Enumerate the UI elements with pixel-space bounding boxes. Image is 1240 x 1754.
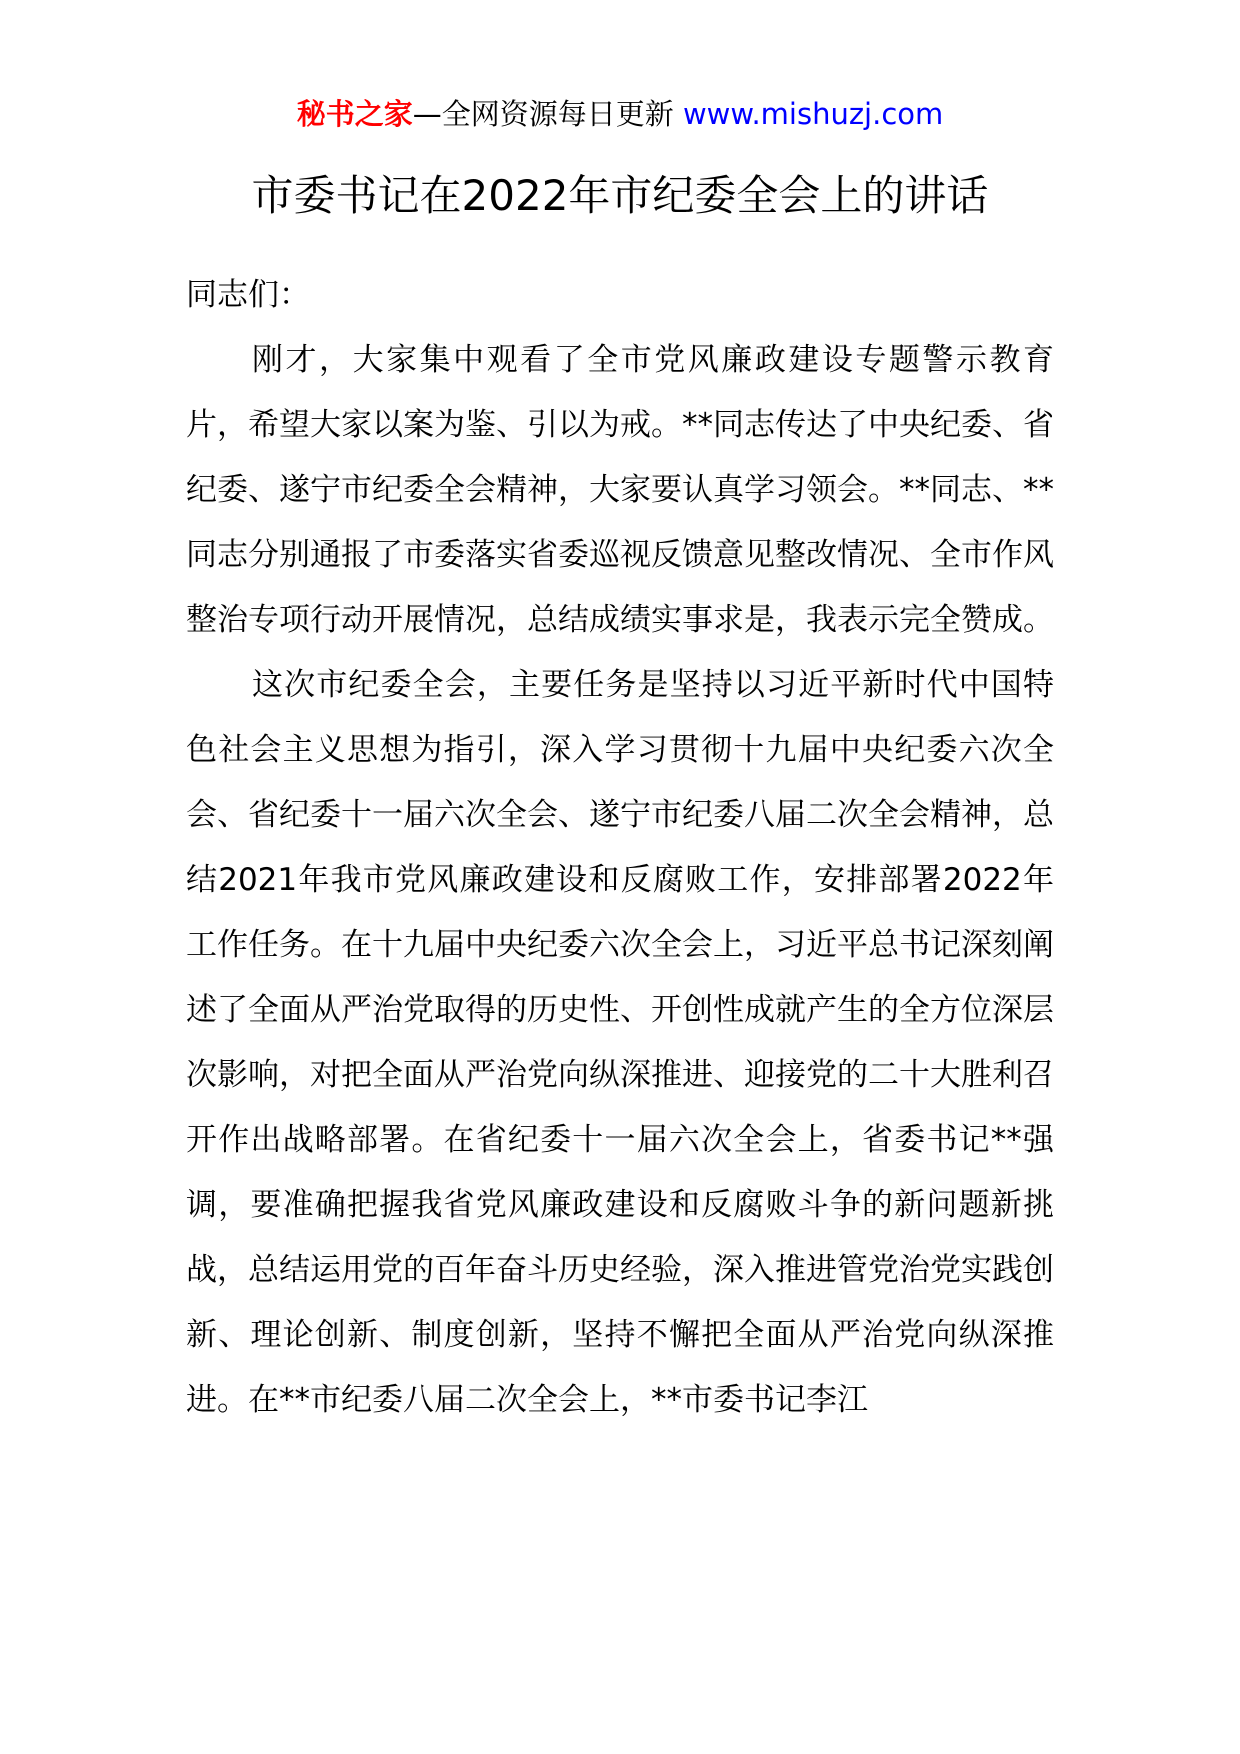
greeting: 同志们： (186, 277, 310, 313)
paragraph: 这次市纪委全会，主要任务是坚持以习近平新时代中国特色社会主义思想为指引，深入学习贯彻十九届中央纪委六次全会、省纪委十一届六次全会、遂宁市纪委八届二次全会精神，总结2021年我市党风廉政建设和反腐败工作，安排部署2022年工作任务。在十九届中央纪委六次全会上，习近平总书记深刻阐述了全面从严治党取得的历史性、开创性成就产生的全方位深层次影响，对把全面从严治党向纵深推进、迎接党的二十大胜利召开作出战略部署。在省纪委十一届六次全会上，省委书记**强调，要准确把握我省党风廉政建设和反腐败斗争的新问题新挑战，总结运用党的百年奋斗历史经验，深入推进管党治党实践创新、理论创新、制度创新，坚持不懈把全面从严治党向纵深推进。在**市纪委八届二次全会上，**市委书记李江 (186, 667, 1054, 1418)
paragraph: 刚才，大家集中观看了全市党风廉政建设专题警示教育片，希望大家以案为鉴、引以为戒。**同志传达了中央纪委、省纪委、遂宁市纪委全会精神，大家要认真学习领会。**同志、**同志分别通报了市委落实省委巡视反馈意见整改情况、全市作风整治专项行动开展情况，总结成绩实事求是，我表示完全赞成。 (186, 342, 1054, 638)
site-brand: 秘书之家 (296, 97, 413, 131)
document-body (186, 263, 1054, 1433)
document-title: 市委书记在2022年市纪委全会上的讲话 (251, 171, 989, 220)
site-url-link[interactable]: www.mishuzj.com (682, 97, 944, 131)
site-tagline: —全网资源每日更新 (412, 97, 683, 131)
site-header (0, 94, 1240, 134)
